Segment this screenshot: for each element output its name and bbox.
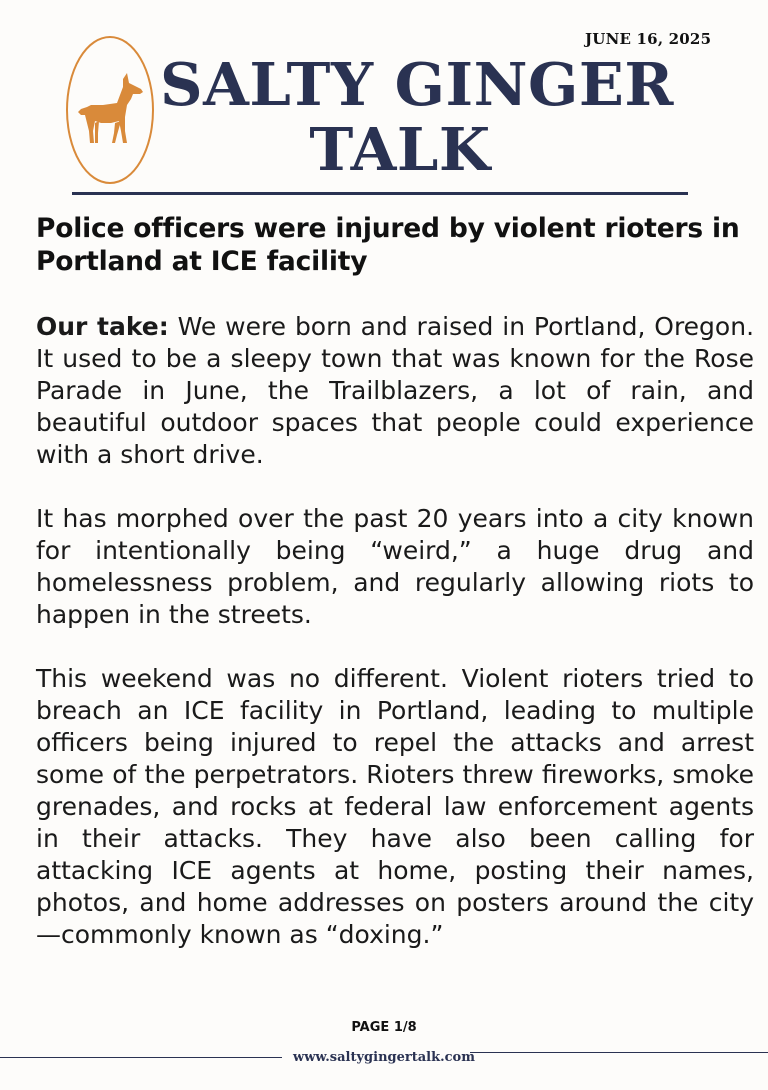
dog-logo-icon: [65, 35, 155, 185]
masthead-divider: [72, 192, 688, 195]
website-link[interactable]: www.saltygingertalk.com: [293, 1050, 475, 1065]
masthead-line-1: SALTY GINGER: [160, 50, 674, 119]
issue-date: JUNE 16, 2025: [585, 30, 712, 48]
lead-label: Our take:: [36, 312, 169, 341]
article-headline: Police officers were injured by violent rioters in Portland at ICE facility: [36, 213, 740, 277]
article-paragraph-3: This weekend was no different. Violent rioters tried to breach an ICE facility in Portland, leading to multiple officers being injured to repel the attacks and arrest some of the perpetrators. Rioters threw fireworks, smoke grenades, and rocks at federal law enforcement agents in their attacks. They have also been calling for attacking ICE agents at home, posting their names, photos, and home addresses on posters around the city—commonly known as “doxing.”: [36, 664, 754, 949]
article-paragraph-2: It has morphed over the past 20 years into a city known for intentionally being “weird,” a huge drug and homelessness problem, and regularly allowing riots to happen in the streets.: [36, 504, 754, 629]
article-paragraph-1: [36, 311, 754, 471]
masthead-line-2: TALK: [309, 115, 491, 184]
paragraph-1-text: We were born and raised in Portland, Oregon. It used to be a sleepy town that was known for the Rose Parade in June, the Trailblazers, a lot of rain, and beautiful outdoor spaces that people could experience with a short drive.: [36, 312, 755, 469]
article: [36, 212, 754, 951]
masthead-title: [160, 50, 674, 184]
page-number: PAGE 1/8: [351, 1020, 417, 1035]
